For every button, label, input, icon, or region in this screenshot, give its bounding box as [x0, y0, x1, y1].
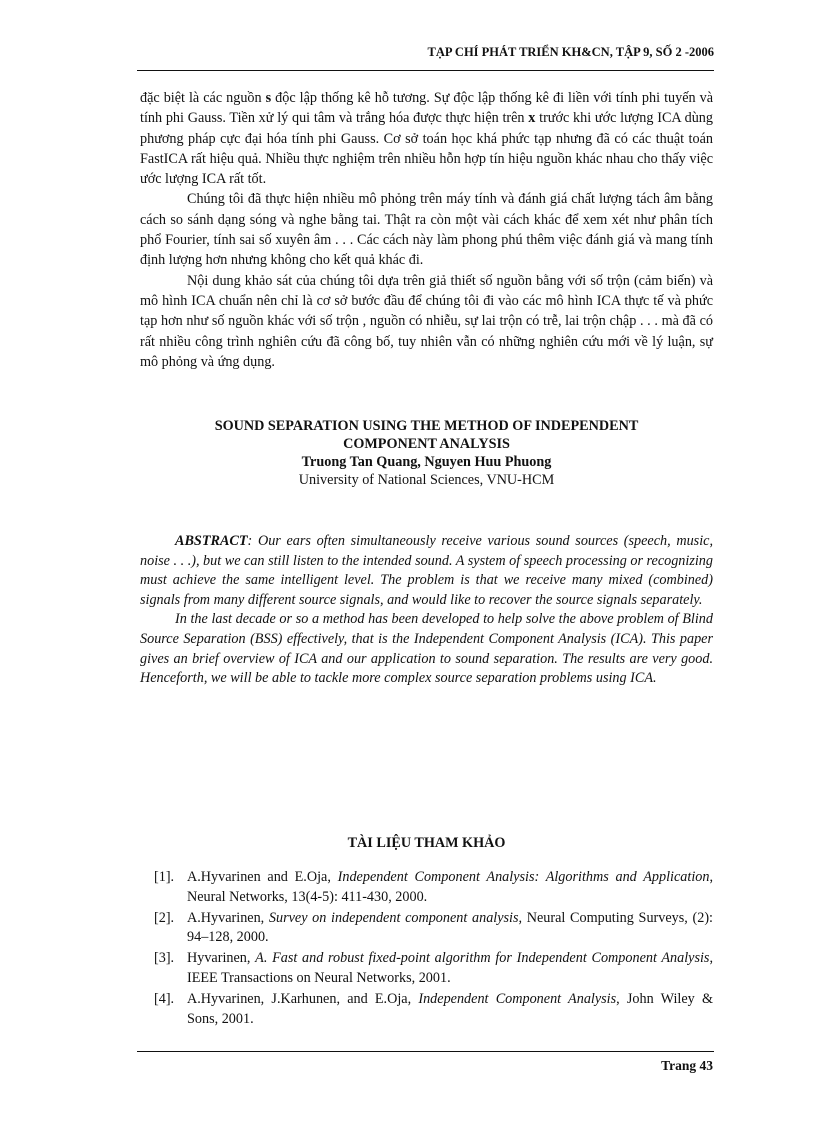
reference-title: Survey on independent component analysis,	[268, 909, 523, 926]
p1-text-a: đặc biệt là các nguồn	[140, 90, 266, 106]
paragraph-1	[140, 88, 713, 189]
footer-divider	[137, 1051, 714, 1052]
reference-number: [2].	[154, 909, 175, 926]
reference-number: [4].	[154, 990, 175, 1007]
reference-source: Neural Computing Surveys, (2): 94–128, 2000.	[187, 909, 713, 946]
paper-title-line-2: COMPONENT ANALYSIS	[343, 436, 510, 452]
vietnamese-body	[140, 88, 713, 372]
authors: Truong Tan Quang, Nguyen Huu Phuong	[301, 454, 552, 470]
p1-text-e: trước khi ước lượng ICA dùng phương pháp cực đại hóa tính phi Gauss. Cơ sở toán học khá phức tạp nhưng đã có các thuật toán FastICA rất hiệu quả. Nhiều thực nghiệm trên nhiều hỗn hợp tín hiệu nguồn khác nhau cho thấy việc ước lượng ICA rất tốt.	[140, 110, 713, 188]
abstract-paragraph-2: In the last decade or so a method has been developed to help solve the above problem of Blind Source Separation (BSS) effectively, that is the Independent Component Analysis (ICA). This paper gives an brief overview of ICA and our application to sound separation. The results are very good. Henceforth, we will be able to tackle more complex source separation problems using ICA.	[140, 611, 713, 687]
references-list	[154, 868, 713, 1030]
abstract-paragraph-1	[140, 532, 713, 610]
reference-authors: A.Hyvarinen, J.Karhunen, and E.Oja,	[187, 990, 419, 1007]
paragraph-2: Chúng tôi đã thực hiện nhiều mô phỏng trên máy tính và đánh giá chất lượng tách âm bằng cách so sánh dạng sóng và nghe bằng tai. Thật ra còn một vài cách khác để xem xét như phân tích phổ Fourier, tính sai số xuyên âm . . . Các cách này làm phong phú thêm việc đánh giá và mang tính định lượng hơn nhưng không cho kết quả khác đi.	[140, 191, 713, 269]
p1-symbol-s: s	[265, 90, 272, 106]
reference-authors: Hyvarinen,	[187, 950, 256, 967]
reference-title: A. Fast and robust fixed-point algorithm for Independent Component Analysis	[255, 950, 710, 967]
reference-source: , John Wiley & Sons, 2001.	[187, 990, 713, 1027]
affiliation: University of National Sciences, VNU-HCM	[298, 472, 555, 488]
reference-title: Independent Component Analysis: Algorithms and Application	[337, 869, 710, 885]
p1-text-c: độc lập thống kê hỗ tương. Sự độc lập thống kê đi liền với tính phi tuyến và tính phi Gauss. Tiền xử lý qui tâm và trắng hóa được thực hiện trên	[140, 90, 713, 127]
paragraph-3: Nội dung khảo sát của chúng tôi dựa trên giả thiết số nguồn bằng với số trộn (cảm biến) và mô hình ICA chuẩn nên chỉ là cơ sở bước đầu để chúng tôi đi vào các mô hình ICA thực tế và phức tạp hơn như số nguồn khác với số trộn , nguồn có nhiễu, sự lai trộn có trễ, lai trộn chập . . . mà đã có rất nhiều công trình nghiên cứu đã công bố, tuy nhiên vẫn có những nghiên cứu mới về lý luận, sự mô phỏng và ứng dụng.	[140, 272, 713, 370]
references-heading: TÀI LIỆU THAM KHẢO	[347, 835, 506, 851]
reference-authors: A.Hyvarinen,	[187, 909, 269, 926]
paper-title-line-1: SOUND SEPARATION USING THE METHOD OF INDEPENDENT	[214, 418, 639, 434]
reference-item	[154, 909, 713, 949]
page-number: Trang 43	[661, 1058, 713, 1073]
reference-number: [3].	[154, 950, 175, 967]
p1-symbol-x: x	[528, 110, 536, 127]
reference-item	[154, 949, 713, 989]
abstract	[140, 532, 713, 689]
reference-number: [1].	[154, 869, 175, 885]
reference-title: Independent Component Analysis	[418, 990, 617, 1007]
reference-item	[154, 868, 713, 908]
journal-title: TẠP CHÍ PHÁT TRIỂN KH&CN, TẬP 9, SỐ 2 -2006	[427, 45, 714, 59]
reference-authors: A.Hyvarinen and E.Oja,	[187, 869, 338, 885]
running-header	[137, 45, 714, 71]
reference-item	[154, 990, 713, 1030]
abstract-label: ABSTRACT	[175, 533, 248, 549]
reference-source: , IEEE Transactions on Neural Networks, 2001.	[187, 950, 713, 986]
reference-source: , Neural Networks, 13(4-5): 411-430, 2000.	[187, 869, 714, 905]
abstract-text-1: : Our ears often simultaneously receive various sound sources (speech, music, noise . . .), but we can still listen to the intended sound. A system of speech processing or recognizing must achieve the same intelligent level. The problem is that we receive many mixed (combined) signals from many different source signals, and would like to recover the source signals separately.	[140, 533, 713, 608]
english-title-block	[140, 417, 713, 489]
